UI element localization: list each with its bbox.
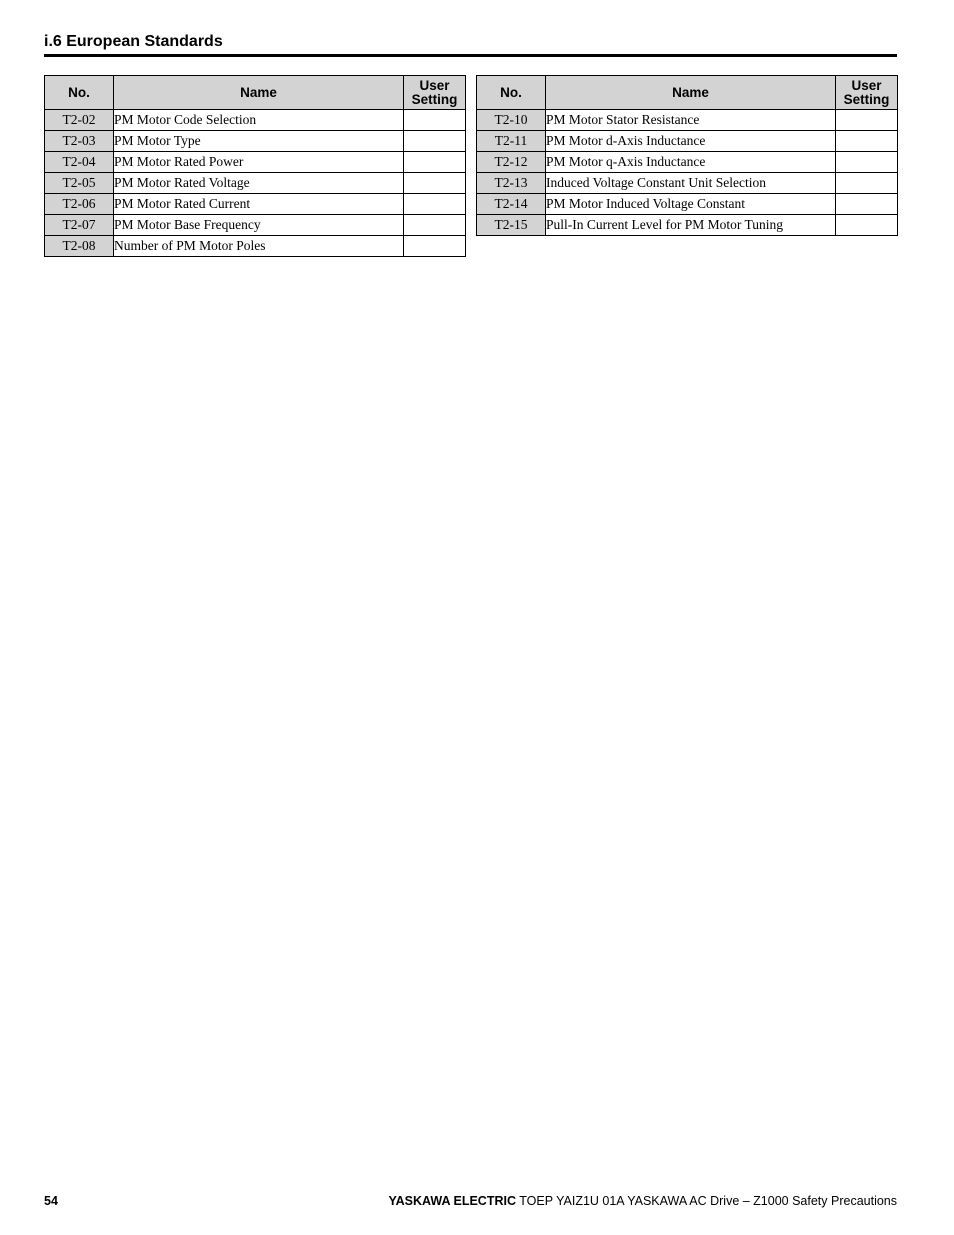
parameter-number: T2-13 bbox=[477, 173, 546, 194]
user-setting-cell[interactable] bbox=[836, 131, 898, 152]
table-header-row bbox=[45, 76, 466, 110]
section-title: i.6 European Standards bbox=[44, 33, 223, 50]
table-row bbox=[45, 173, 466, 194]
table-row bbox=[45, 131, 466, 152]
parameter-name: PM Motor Rated Current bbox=[114, 194, 404, 215]
parameter-number: T2-11 bbox=[477, 131, 546, 152]
parameter-table-right bbox=[476, 75, 898, 236]
parameter-name: PM Motor d-Axis Inductance bbox=[546, 131, 836, 152]
parameter-number: T2-02 bbox=[45, 110, 114, 131]
user-setting-line1: User bbox=[419, 77, 450, 93]
parameter-name: PM Motor q-Axis Inductance bbox=[546, 152, 836, 173]
parameter-number: T2-03 bbox=[45, 131, 114, 152]
column-header-name: Name bbox=[546, 76, 836, 110]
parameter-number: T2-12 bbox=[477, 152, 546, 173]
footer-doc-info bbox=[388, 1194, 897, 1208]
column-header-name: Name bbox=[114, 76, 404, 110]
user-setting-cell[interactable] bbox=[404, 131, 466, 152]
user-setting-cell[interactable] bbox=[404, 236, 466, 257]
parameter-table-left bbox=[44, 75, 466, 257]
column-header-user-setting bbox=[836, 76, 898, 110]
table-row bbox=[477, 152, 898, 173]
user-setting-cell[interactable] bbox=[404, 215, 466, 236]
user-setting-line2: Setting bbox=[411, 91, 458, 107]
header-divider bbox=[44, 54, 897, 57]
table-row bbox=[45, 110, 466, 131]
table-row bbox=[45, 194, 466, 215]
user-setting-line1: User bbox=[851, 77, 882, 93]
table-row bbox=[477, 194, 898, 215]
parameter-number: T2-06 bbox=[45, 194, 114, 215]
user-setting-cell[interactable] bbox=[836, 215, 898, 236]
parameter-name: Pull-In Current Level for PM Motor Tuning bbox=[546, 215, 836, 236]
user-setting-cell[interactable] bbox=[404, 152, 466, 173]
parameter-number: T2-05 bbox=[45, 173, 114, 194]
parameter-name: Number of PM Motor Poles bbox=[114, 236, 404, 257]
page-number: 54 bbox=[44, 1194, 58, 1208]
parameter-number: T2-15 bbox=[477, 215, 546, 236]
parameter-number: T2-14 bbox=[477, 194, 546, 215]
table-body bbox=[477, 110, 898, 236]
parameter-name: PM Motor Base Frequency bbox=[114, 215, 404, 236]
user-setting-cell[interactable] bbox=[836, 110, 898, 131]
parameter-number: T2-10 bbox=[477, 110, 546, 131]
column-header-no: No. bbox=[45, 76, 114, 110]
table-body bbox=[45, 110, 466, 257]
parameter-number: T2-07 bbox=[45, 215, 114, 236]
parameter-name: PM Motor Rated Power bbox=[114, 152, 404, 173]
parameter-name: PM Motor Induced Voltage Constant bbox=[546, 194, 836, 215]
table-row bbox=[477, 131, 898, 152]
table-row bbox=[477, 110, 898, 131]
user-setting-cell[interactable] bbox=[836, 152, 898, 173]
user-setting-cell[interactable] bbox=[404, 194, 466, 215]
parameter-name: Induced Voltage Constant Unit Selection bbox=[546, 173, 836, 194]
table-row bbox=[45, 236, 466, 257]
parameter-number: T2-08 bbox=[45, 236, 114, 257]
parameter-name: PM Motor Rated Voltage bbox=[114, 173, 404, 194]
table-row bbox=[45, 215, 466, 236]
parameter-name: PM Motor Stator Resistance bbox=[546, 110, 836, 131]
footer-doc-title: TOEP YAIZ1U 01A YASKAWA AC Drive – Z1000 Safety Precautions bbox=[519, 1194, 897, 1208]
user-setting-cell[interactable] bbox=[836, 173, 898, 194]
column-header-user-setting bbox=[404, 76, 466, 110]
table-row bbox=[45, 152, 466, 173]
user-setting-cell[interactable] bbox=[836, 194, 898, 215]
footer-brand: YASKAWA ELECTRIC bbox=[388, 1194, 517, 1208]
user-setting-cell[interactable] bbox=[404, 173, 466, 194]
user-setting-line2: Setting bbox=[843, 91, 890, 107]
column-header-no: No. bbox=[477, 76, 546, 110]
table-row bbox=[477, 215, 898, 236]
parameter-name: PM Motor Code Selection bbox=[114, 110, 404, 131]
parameter-name: PM Motor Type bbox=[114, 131, 404, 152]
table-row bbox=[477, 173, 898, 194]
user-setting-cell[interactable] bbox=[404, 110, 466, 131]
parameter-number: T2-04 bbox=[45, 152, 114, 173]
table-header-row bbox=[477, 76, 898, 110]
